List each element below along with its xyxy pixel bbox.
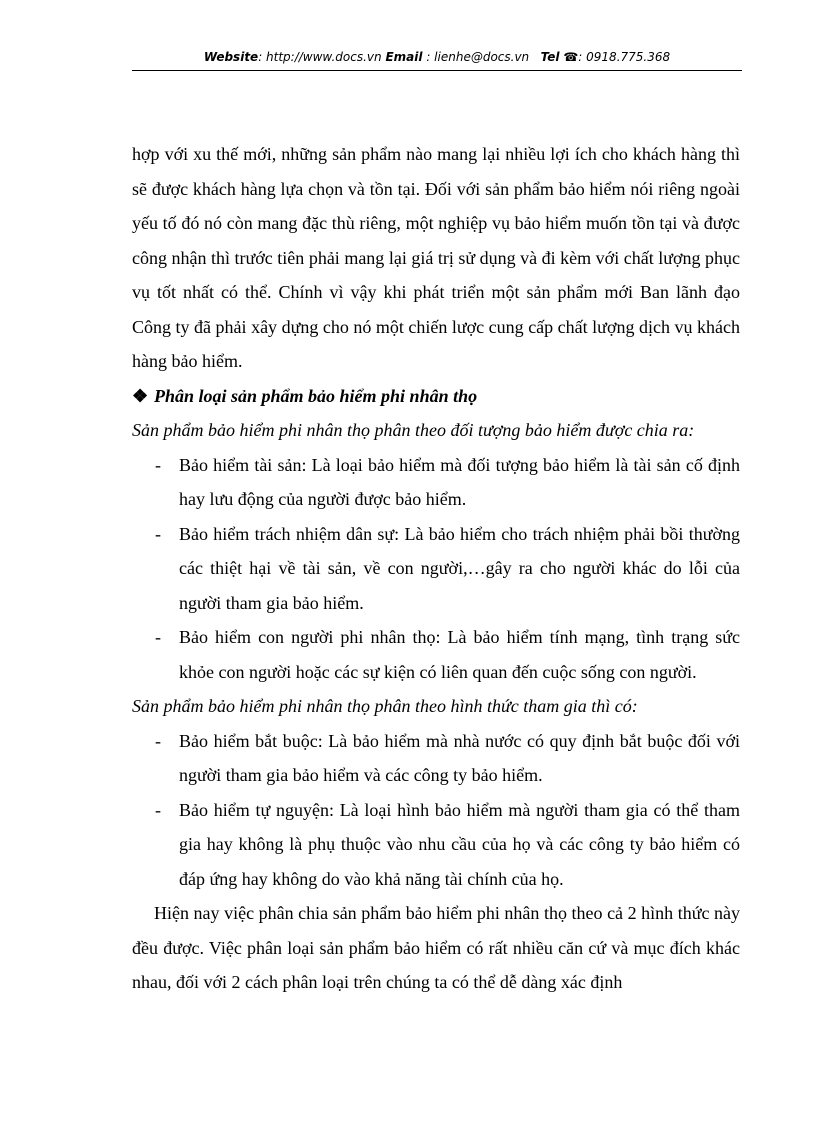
list-item-text: Bảo hiểm bắt buộc: Là bảo hiểm mà nhà nước có quy định bắt buộc đối với người tham gia bảo hiểm và các công ty bảo hiểm.: [179, 730, 740, 785]
list-item-text: Bảo hiểm tài sản: Là loại bảo hiểm mà đối tượng bảo hiểm là tài sản cố định hay lưu động của người được bảo hiểm.: [179, 454, 740, 509]
section-heading-text: Phân loại sản phẩm bảo hiểm phi nhân thọ: [154, 385, 478, 406]
classification-lead-1: Sản phẩm bảo hiểm phi nhân thọ phân theo đối tượng bảo hiểm được chia ra:: [132, 420, 695, 440]
website-label: Website: [203, 50, 259, 64]
email-label: Email: [385, 50, 423, 64]
phone-icon: ☎: [563, 50, 579, 64]
list-item: [132, 724, 740, 793]
dash-bullet: -: [155, 627, 161, 647]
classification-lead-2: Sản phẩm bảo hiểm phi nhân thọ phân theo hình thức tham gia thì có:: [132, 696, 638, 716]
website-value: : http://www.docs.vn: [258, 50, 382, 64]
list-item: [132, 620, 740, 689]
tel-label: Tel: [540, 50, 560, 64]
dash-bullet: -: [155, 799, 161, 820]
list-item: [132, 793, 740, 897]
email-value: : lienhe@docs.vn: [426, 50, 530, 64]
dash-bullet: -: [155, 454, 161, 475]
page-header: [132, 50, 742, 64]
page-body: [132, 137, 740, 1000]
tel-value: : 0918.775.368: [578, 50, 671, 64]
diamond-bullet-icon: ❖: [132, 385, 149, 406]
list-item-text: Bảo hiểm trách nhiệm dân sự: Là bảo hiểm cho trách nhiệm phải bồi thường các thiệt hại về tài sản, về con người,…gây ra cho người khác do lỗi của người tham gia bảo hiểm.: [179, 523, 740, 613]
intro-paragraph: hợp với xu thế mới, những sản phẩm nào mang lại nhiều lợi ích cho khách hàng thì sẽ được khách hàng lựa chọn và tồn tại. Đối với sản phẩm bảo hiểm nói riêng ngoài yếu tố đó nó còn mang đặc thù riêng, một nghiệp vụ bảo hiểm muốn tồn tại và được công nhận thì trước tiên phải mang lại giá trị sử dụng và đi kèm với chất lượng phục vụ tốt nhất có thể. Chính vì vậy khi phát triển một sản phẩm mới Ban lãnh đạo Công ty đã phải xây dựng cho nó một chiến lược cung cấp chất lượng dịch vụ khách hàng bảo hiểm.: [132, 144, 740, 371]
section-heading: [132, 379, 740, 414]
list-item: [132, 517, 740, 621]
list-item-text: Bảo hiểm tự nguyện: Là loại hình bảo hiểm mà người tham gia có thể tham gia hay không là phụ thuộc vào nhu cầu của họ và các công ty bảo hiểm có đáp ứng hay không do vào khả năng tài chính của họ.: [179, 799, 740, 889]
list-item: [132, 448, 740, 517]
dash-bullet: -: [155, 523, 161, 544]
dash-bullet: -: [155, 730, 161, 751]
header-divider: [132, 70, 742, 71]
closing-paragraph: Hiện nay việc phân chia sản phẩm bảo hiểm phi nhân thọ theo cả 2 hình thức này đều được. Việc phân loại sản phẩm bảo hiểm có rất nhiều căn cứ và mục đích khác nhau, đối với 2 cách phân loại trên chúng ta có thể dễ dàng xác định: [132, 903, 740, 992]
list-item-text: Bảo hiểm con người phi nhân thọ: Là bảo hiểm tính mạng, tình trạng sức khỏe con người hoặc các sự kiện có liên quan đến cuộc sống con người.: [179, 627, 740, 682]
